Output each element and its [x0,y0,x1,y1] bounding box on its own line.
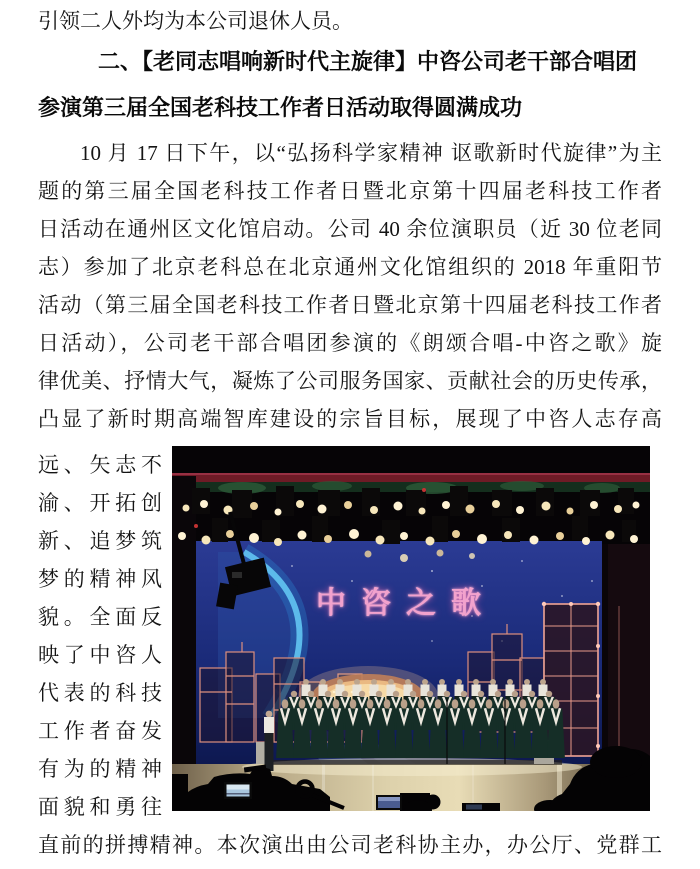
wrap-line: 渝、开拓创 [38,491,162,515]
wrap-line: 工作者奋发 [38,719,162,743]
left-curtain [172,476,196,764]
wrap-line: 映了中咨人 [38,643,162,667]
event-photo [172,446,650,811]
body-paragraph [38,134,662,438]
paragraph-line: 凸显了新时期高端智库建设的宗旨目标，展现了中咨人志存高 [38,407,662,431]
maroon-valance [172,475,650,482]
wrapped-text-column [38,446,172,826]
intro-line: 引领二人外均为本公司退休人员。 [38,9,353,33]
wrap-line: 梦的精神风 [38,567,162,591]
paragraph-line: 律优美、抒情大气，凝炼了公司服务国家、贡献社会的历史传承， [38,369,662,393]
wrap-line: 貌。全面反 [38,605,162,629]
wrap-line: 远、矢志不 [38,453,162,477]
closing-line: 直前的拼搏精神。本次演出由公司老科协主办，办公厅、党群工 [38,833,662,857]
choir-front-row [276,699,565,758]
valance-highlight [172,473,650,475]
paragraph-line: 10 月 17 日下午，以“弘扬科学家精神 讴歌新时代旋律”为主 [80,141,662,165]
wrap-line: 面貌和勇往 [38,795,162,819]
paragraph-line: 题的第三届全国老科技工作者日暨北京第十四届老科技工作者 [38,179,662,203]
conductor-figure [264,711,274,771]
section-heading-line1: 二、【老同志唱响新时代主旋律】中咨公司老干部合唱团 [98,49,638,74]
screen-title-text: 中咨之歌 [316,587,496,620]
section-heading-line2: 参演第三届全国老科技工作者日活动取得圆满成功 [38,95,523,120]
wrap-line: 新、追梦筑 [38,529,162,553]
paragraph-line: 日活动在通州区文化馆启动。公司 40 余位演职员（近 30 位老同 [38,217,662,241]
paragraph-line: 志）参加了北京老科总在北京通州文化馆组织的 2018 年重阳节 [38,255,662,279]
wrap-line: 有为的精神 [38,757,162,781]
text-and-photo-row [38,446,662,826]
wrap-line: 代表的科技 [38,681,162,705]
paragraph-line: 日活动），公司老干部合唱团参演的《朗颂合唱-中咨之歌》旋 [38,331,662,355]
paragraph-line: 活动（第三届全国老科技工作者日暨北京第十四届老科技工作者 [38,293,662,317]
choir-shadow [267,760,562,765]
right-curtain [602,544,650,764]
stage-scene [172,446,650,811]
